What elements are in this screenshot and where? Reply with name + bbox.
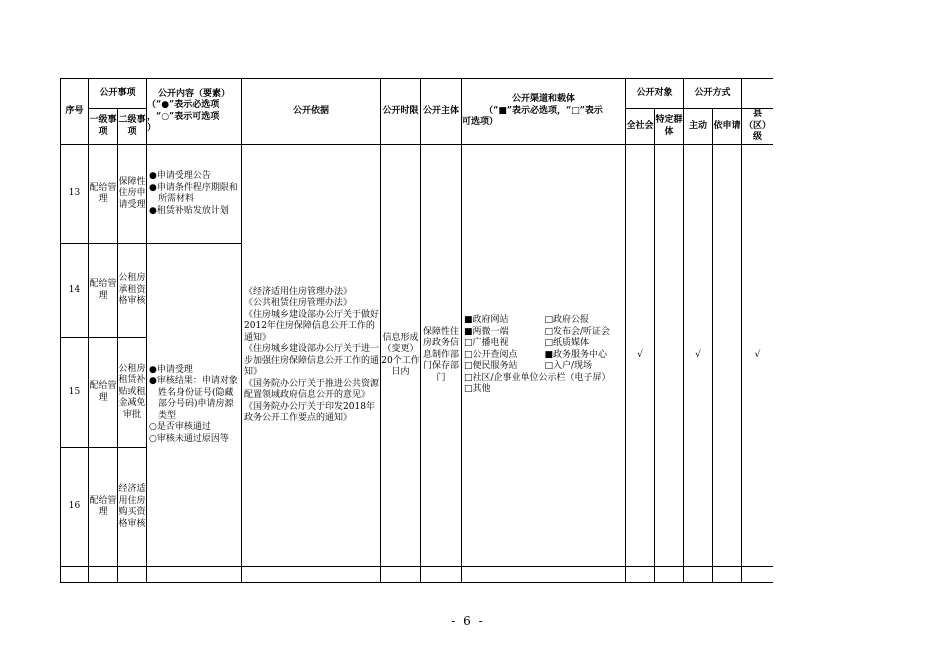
empty-cell (147, 567, 242, 583)
empty-cell (242, 567, 381, 583)
empty-cell (684, 567, 713, 583)
content-a-line: ●申请条件程序期限和 (149, 182, 238, 193)
row-seq: 13 (61, 145, 89, 244)
channel-line: □公开查阅点 ■政务服务中心 (464, 349, 608, 360)
empty-cell (421, 567, 462, 583)
row-seq: 15 (61, 338, 89, 448)
method-active-mark: √ (684, 145, 713, 567)
header-channel-line: 可选项） (462, 117, 499, 128)
channel-line: □其他 (464, 384, 491, 395)
channel-line: □广播电视 □纸质媒体 (464, 338, 590, 349)
content-a-cell (147, 145, 242, 244)
content-a-line: ●租赁补贴发放计划 (149, 205, 229, 216)
basis-line: 《公共租赁住房管理办法》 (244, 298, 353, 308)
table-row-cutoff (61, 567, 774, 583)
empty-cell (626, 567, 655, 583)
target-all-mark: √ (626, 145, 655, 567)
header-content-line: ，“○”表示可选项 (147, 111, 220, 122)
row-level2: 公租房承租资格审核 (118, 244, 147, 338)
subject-cell: 保障性住房政务信息制作部门保存部门 (421, 145, 462, 567)
header-target-all: 全社会 (626, 109, 655, 145)
row-level2: 公租房租赁补贴或租金减免审批 (118, 338, 147, 448)
row-seq: 14 (61, 244, 89, 338)
channel-line: □便民服务站 □入户/现场 (464, 361, 593, 372)
header-channel-line: （“■”表示必选项，“□”表示 (484, 105, 603, 116)
row-level1: 配给管理 (89, 448, 118, 567)
channel-line: ■两微一端 □发布会/听证会 (464, 326, 611, 337)
time-limit-cell: 信息形成（变更）20个工作日内 (381, 145, 421, 567)
empty-cell (655, 567, 684, 583)
empty-cell (61, 567, 89, 583)
table-row (61, 145, 774, 244)
channel-cell (462, 145, 626, 567)
header-blank (742, 79, 773, 109)
channel-line: ■政府网站 □政府公报 (464, 315, 590, 326)
empty-cell (742, 567, 773, 583)
header-county: 县（区）级 (742, 109, 773, 145)
content-b-line: 部分号码)申请房源 (158, 399, 234, 410)
empty-cell (713, 567, 742, 583)
header-method-apply: 依申请 (713, 109, 742, 145)
target-specific-mark (655, 145, 684, 567)
content-b-line: 类型 (158, 410, 177, 421)
basis-line: 《住房城乡建设部办公厅关于做好2012年住房保障信息公开工作的通知》 (244, 309, 380, 343)
content-a-line: ●申请受理公告 (149, 171, 211, 181)
row-level2: 经济适用住房购买资格审核 (118, 448, 147, 567)
content-b-line: ●申请受理 (149, 364, 193, 375)
content-b-line: 姓名身份证号(隐藏 (158, 387, 234, 398)
header-content-line: 公开内容（要素） (158, 88, 231, 99)
channel-line: □社区/企事业单位公示栏（电子屏） (464, 372, 611, 383)
header-target: 公开对象 (626, 79, 684, 109)
header-channel (462, 79, 626, 145)
page-number: - 6 - (451, 614, 485, 628)
header-basis: 公开依据 (242, 79, 381, 145)
header-public-item: 公开事项 (89, 79, 147, 109)
row-level1: 配给管理 (89, 244, 118, 338)
basis-cell (242, 145, 381, 567)
header-content-line: （“●”表示必选项 (147, 100, 220, 110)
header-level1: 一级事项 (89, 109, 118, 145)
header-level2: 二级事项 (118, 109, 147, 145)
content-b-line: ○是否审核通过 (149, 422, 211, 433)
row-seq: 16 (61, 448, 89, 567)
content-a-line: 所需材料 (158, 194, 195, 204)
header-content-line: ） (147, 123, 157, 133)
content-b-line: ○审核未通过原因等 (149, 433, 229, 444)
row-level1: 配给管理 (89, 145, 118, 244)
basis-line: 《国务院办公厅关于印发2018年政务公开工作要点的通知》 (244, 401, 375, 423)
row-level2: 保障性住房申请受理 (118, 145, 147, 244)
empty-cell (118, 567, 147, 583)
empty-cell (462, 567, 626, 583)
basis-line: 《经济适用住房管理办法》 (244, 286, 353, 297)
document-table-region (60, 78, 773, 583)
header-channel-line: 公开渠道和载体 (512, 94, 576, 105)
header-target-specific: 特定群体 (655, 109, 684, 145)
basis-line: 《住房城乡建设部办公厅关于进一步加强住房保障信息公开工作的通知》 (244, 344, 380, 377)
header-time-limit: 公开时限 (381, 79, 421, 145)
content-b-cell (147, 244, 242, 567)
header-method-active: 主动 (684, 109, 713, 145)
county-mark: √ (742, 145, 773, 567)
empty-cell (89, 567, 118, 583)
header-content (147, 79, 242, 145)
header-subject: 公开主体 (421, 79, 462, 145)
header-seq: 序号 (61, 79, 89, 145)
method-apply-mark (713, 145, 742, 567)
content-b-line: ●审核结果：申请对象 (149, 376, 238, 387)
row-level1: 配给管理 (89, 338, 118, 448)
empty-cell (381, 567, 421, 583)
disclosure-table (60, 78, 773, 583)
basis-line: 《国务院办公厅关于推进公共资源配置领域政府信息公开的意见》 (244, 378, 380, 400)
header-method: 公开方式 (684, 79, 742, 109)
